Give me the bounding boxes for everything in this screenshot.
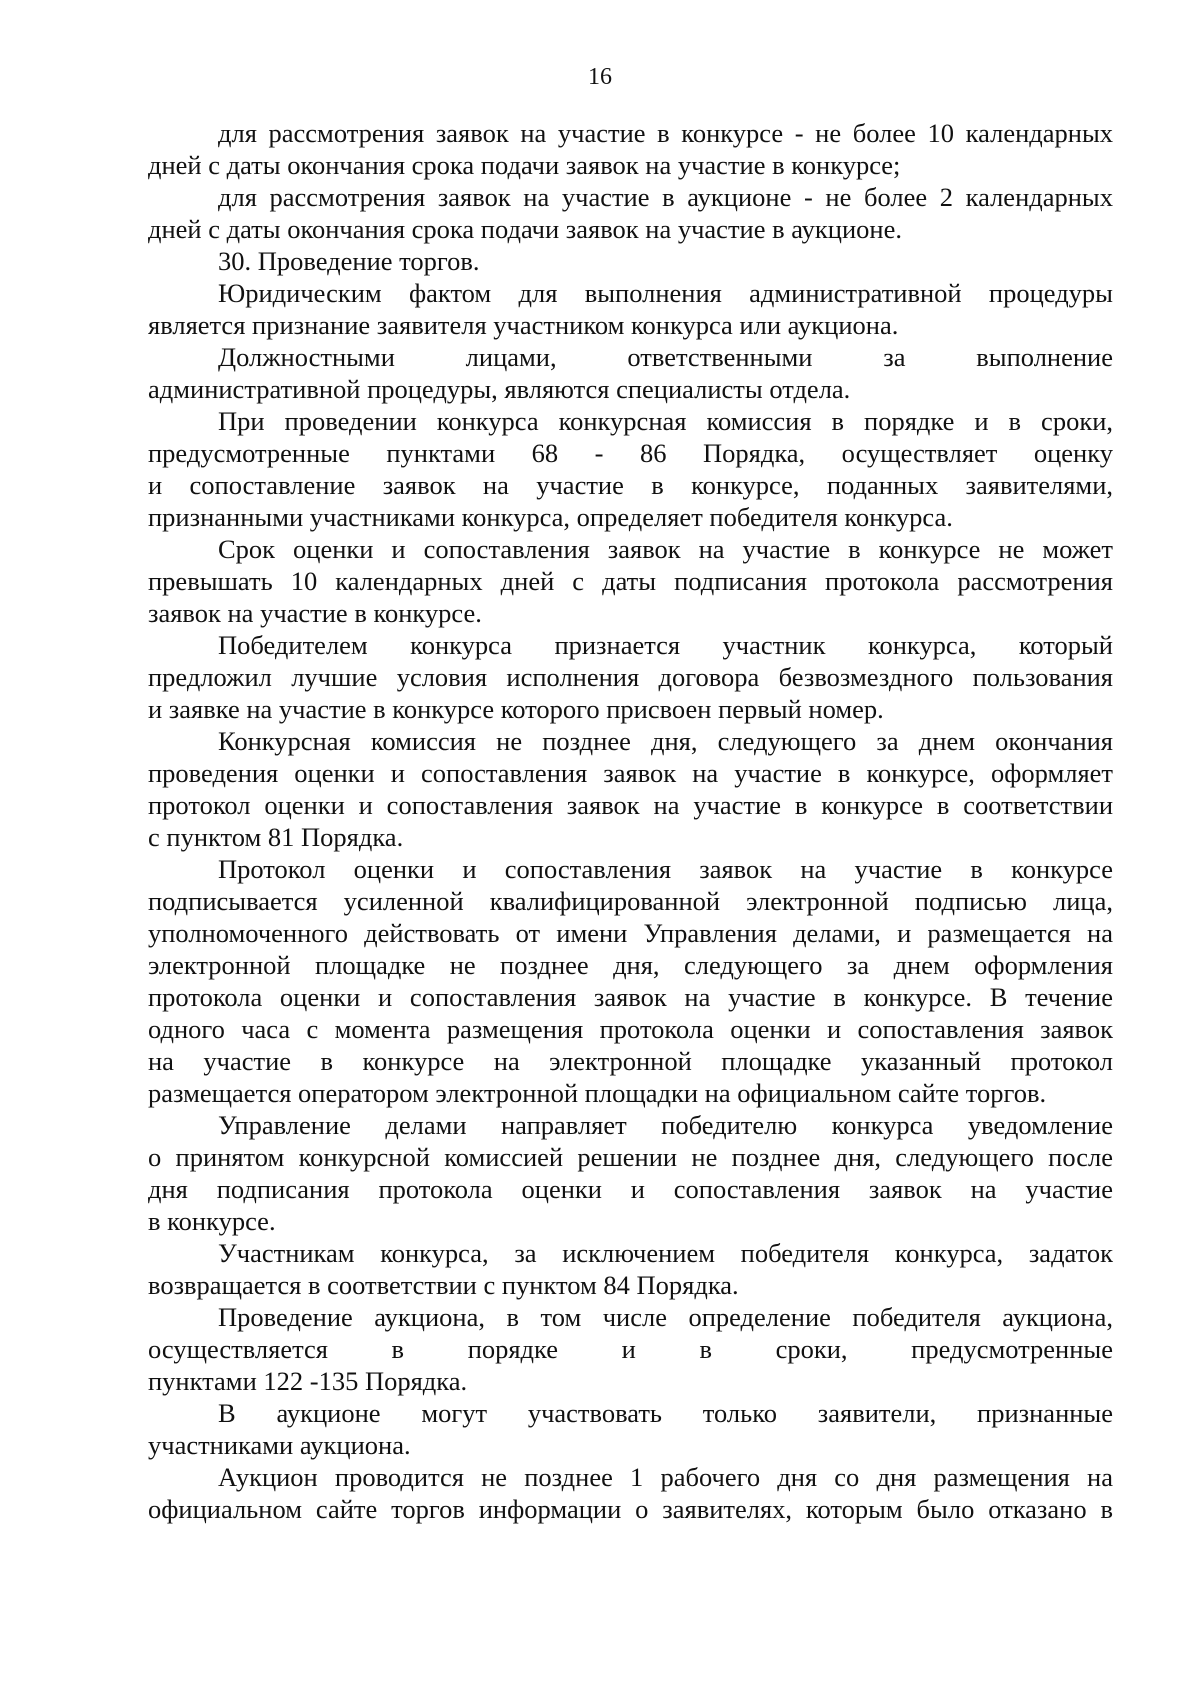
- paragraph: [148, 405, 1113, 533]
- paragraph: [148, 533, 1113, 629]
- text-line: подписывается усиленной квалифицированной электронной подписью лица,: [148, 886, 1113, 916]
- text-line: электронной площадке не позднее дня, следующего за днем оформления: [148, 950, 1113, 980]
- text-line: для рассмотрения заявок на участие в конкурсе - не более 10 календарных: [218, 118, 1113, 148]
- text-line: Управление делами направляет победителю конкурса уведомление: [218, 1110, 1113, 1140]
- text-line: 30. Проведение торгов.: [218, 246, 480, 276]
- text-line: является признание заявителя участником конкурса или аукциона.: [148, 310, 899, 340]
- text-line: для рассмотрения заявок на участие в аукционе - не более 2 календарных: [218, 182, 1113, 212]
- text-line: дней с даты окончания срока подачи заявок на участие в конкурсе;: [148, 150, 901, 180]
- text-line: признанными участниками конкурса, определяет победителя конкурса.: [148, 502, 953, 532]
- text-line: протокола оценки и сопоставления заявок на участие в конкурсе. В течение: [148, 982, 1113, 1012]
- text-line: участниками аукциона.: [148, 1430, 411, 1460]
- text-line: Аукцион проводится не позднее 1 рабочего дня со дня размещения на: [218, 1462, 1113, 1492]
- paragraph: [148, 725, 1113, 853]
- text-line: Протокол оценки и сопоставления заявок на участие в конкурсе: [218, 854, 1113, 884]
- text-line: При проведении конкурса конкурсная комиссия в порядке и в сроки,: [218, 406, 1113, 436]
- text-line: с пунктом 81 Порядка.: [148, 822, 404, 852]
- text-line: на участие в конкурсе на электронной площадке указанный протокол: [148, 1046, 1113, 1076]
- text-line: уполномоченного действовать от имени Управления делами, и размещается на: [148, 918, 1113, 948]
- paragraph: [148, 1109, 1113, 1237]
- document-body: [148, 117, 1113, 1525]
- text-line: Участникам конкурса, за исключением победителя конкурса, задаток: [218, 1238, 1113, 1268]
- page-number: 16: [588, 64, 612, 90]
- paragraph: [148, 853, 1113, 1109]
- text-line: дня подписания протокола оценки и сопоставления заявок на участие: [148, 1174, 1113, 1204]
- text-line: В аукционе могут участвовать только заявители, признанные: [218, 1398, 1113, 1428]
- text-line: размещается оператором электронной площадки на официальном сайте торгов.: [148, 1078, 1047, 1108]
- text-line: дней с даты окончания срока подачи заявок на участие в аукционе.: [148, 214, 902, 244]
- paragraph: [148, 1237, 1113, 1301]
- text-line: заявок на участие в конкурсе.: [148, 598, 482, 628]
- text-line: Юридическим фактом для выполнения административной процедуры: [218, 278, 1113, 308]
- text-line: Срок оценки и сопоставления заявок на участие в конкурсе не может: [218, 534, 1113, 564]
- paragraph: [148, 341, 1113, 405]
- paragraph: [148, 1301, 1113, 1397]
- paragraph: [148, 1461, 1113, 1525]
- text-line: превышать 10 календарных дней с даты подписания протокола рассмотрения: [148, 566, 1113, 596]
- text-line: проведения оценки и сопоставления заявок на участие в конкурсе, оформляет: [148, 758, 1113, 788]
- paragraph: [148, 117, 1113, 181]
- paragraph: [148, 629, 1113, 725]
- text-line: Должностными лицами, ответственными за выполнение: [218, 342, 1113, 372]
- text-line: предусмотренные пунктами 68 - 86 Порядка, осуществляет оценку: [148, 438, 1113, 468]
- text-line: Проведение аукциона, в том числе определение победителя аукциона,: [218, 1302, 1113, 1332]
- text-line: и заявке на участие в конкурсе которого присвоен первый номер.: [148, 694, 884, 724]
- paragraph: [148, 277, 1113, 341]
- text-line: пунктами 122 -135 Порядка.: [148, 1366, 468, 1396]
- text-line: одного часа с момента размещения протокола оценки и сопоставления заявок: [148, 1014, 1113, 1044]
- paragraph: [148, 1397, 1113, 1461]
- paragraph: [148, 181, 1113, 245]
- text-line: административной процедуры, являются специалисты отдела.: [148, 374, 851, 404]
- text-line: осуществляется в порядке и в сроки, предусмотренные: [148, 1334, 1113, 1364]
- text-line: Конкурсная комиссия не позднее дня, следующего за днем окончания: [218, 726, 1113, 756]
- paragraph: [148, 245, 1113, 277]
- text-line: и сопоставление заявок на участие в конкурсе, поданных заявителями,: [148, 470, 1113, 500]
- text-line: возвращается в соответствии с пунктом 84 Порядка.: [148, 1270, 739, 1300]
- text-line: о принятом конкурсной комиссией решении не позднее дня, следующего после: [148, 1142, 1113, 1172]
- text-line: в конкурсе.: [148, 1206, 276, 1236]
- text-line: предложил лучшие условия исполнения договора безвозмездного пользования: [148, 662, 1113, 692]
- text-line: официальном сайте торгов информации о заявителях, которым было отказано в: [148, 1494, 1113, 1524]
- text-line: протокол оценки и сопоставления заявок на участие в конкурсе в соответствии: [148, 790, 1113, 820]
- text-line: Победителем конкурса признается участник конкурса, который: [218, 630, 1113, 660]
